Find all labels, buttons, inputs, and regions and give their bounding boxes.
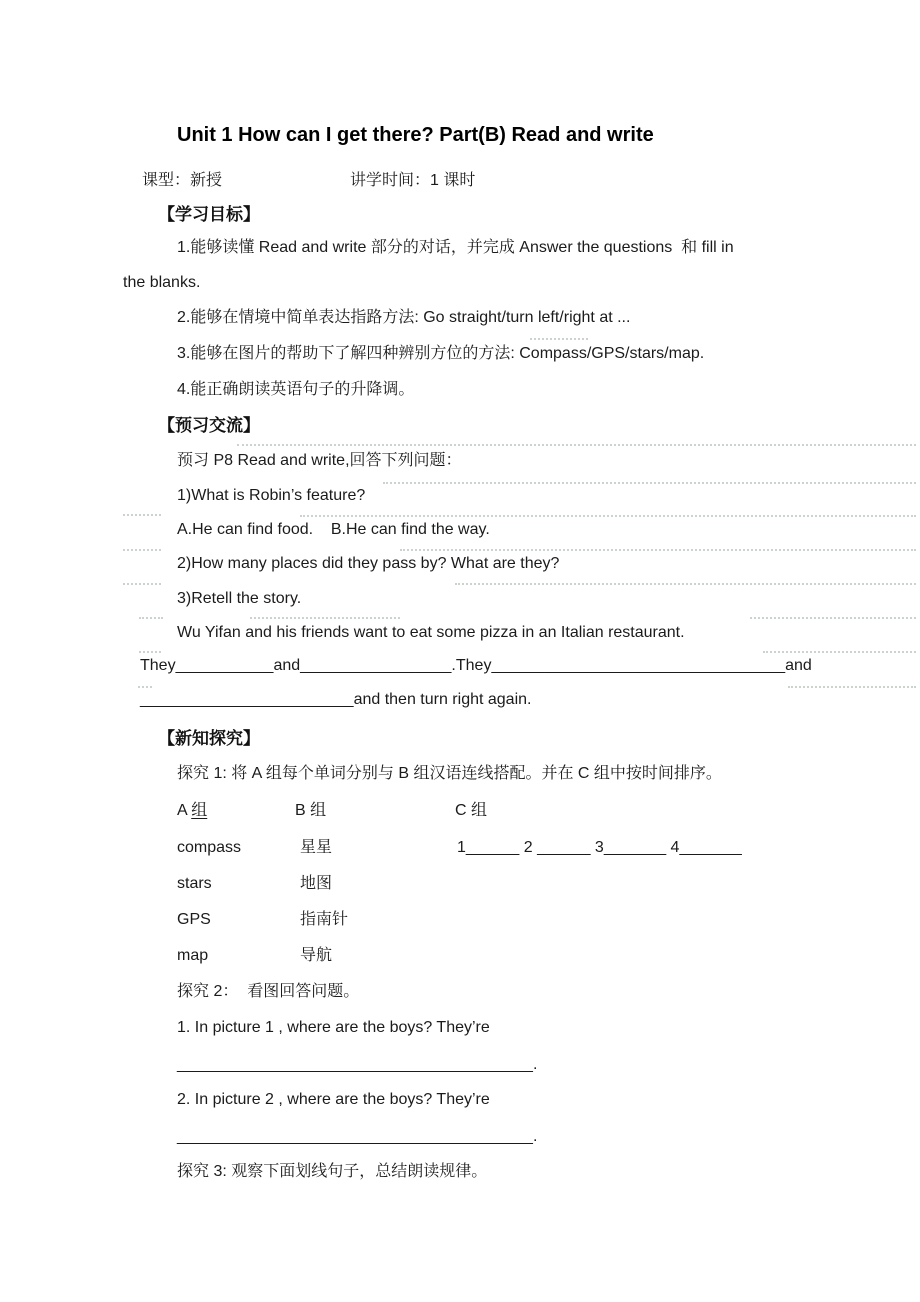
match-word-map: map	[177, 947, 209, 964]
match-word-gps: GPS	[177, 911, 211, 928]
dotted-grid-line	[250, 617, 400, 619]
dotted-grid-line	[788, 686, 916, 688]
match-word-compass: compass	[177, 839, 242, 856]
sequence-blanks-line: 1______ 2 ______ 3_______ 4_______	[457, 839, 742, 856]
explore-task-1: 探究 1: 将 A 组每个单词分别与 B 组汉语连线搭配。并在 C 组中按时间排序。	[177, 765, 722, 782]
document-title: Unit 1 How can I get there? Part(B) Read and write	[177, 124, 654, 146]
dotted-grid-line	[300, 515, 916, 517]
objective-line-3: 2.能够在情境中简单表达指路方法: Go straight/turn left/right at ...	[177, 309, 631, 326]
explore-task-3: 探究 3: 观察下面划线句子，总结朗读规律。	[177, 1163, 488, 1180]
story-line-2: They___________and_________________.They_________________________________and	[140, 657, 812, 674]
answer-blank-1: ________________________________________.	[177, 1056, 538, 1073]
match-meaning-4: 导航	[300, 947, 333, 964]
picture-question-2: 2. In picture 2 , where are the boys? They’re	[177, 1091, 490, 1108]
match-meaning-1: 星星	[300, 839, 333, 856]
dotted-grid-line	[138, 686, 152, 688]
match-col-a-header	[177, 800, 207, 822]
story-line-1: Wu Yifan and his friends want to eat some pizza in an Italian restaurant.	[177, 624, 685, 641]
answer-blank-2: ________________________________________.	[177, 1128, 538, 1145]
preview-question-1-options: A.He can find food. B.He can find the way.	[177, 521, 490, 538]
objective-line-1: 1.能够读懂 Read and write 部分的对话，并完成 Answer the questions 和 fill in	[177, 239, 734, 256]
dotted-grid-line	[139, 651, 161, 653]
match-meaning-2: 地图	[300, 875, 333, 892]
match-word-stars: stars	[177, 875, 212, 892]
preview-question-1: 1)What is Robin’s feature?	[177, 487, 366, 504]
objective-line-5: 4.能正确朗读英语句子的升降调。	[177, 381, 415, 398]
dotted-grid-line	[123, 514, 161, 516]
story-line-3: ________________________and then turn right again.	[140, 691, 532, 708]
dotted-grid-line	[750, 617, 916, 619]
meta-course-type: 课型：新授	[142, 172, 223, 189]
preview-intro: 预习 P8 Read and write,回答下列问题：	[177, 452, 462, 469]
dotted-grid-line	[400, 549, 916, 551]
match-col-c-header: C 组	[455, 802, 488, 819]
match-col-a-underlined: 组	[191, 802, 208, 819]
dotted-grid-line	[237, 444, 916, 446]
objective-line-2: the blanks.	[123, 274, 201, 291]
dotted-grid-line	[383, 482, 916, 484]
section-heading-explore: 【新知探究】	[158, 729, 260, 748]
preview-question-2: 2)How many places did they pass by? What are they?	[177, 555, 560, 572]
match-col-b-header: B 组	[295, 802, 327, 819]
section-heading-objectives: 【学习目标】	[158, 205, 260, 224]
meta-class-time: 讲学时间：1 课时	[350, 172, 476, 189]
dotted-grid-line	[123, 549, 161, 551]
dotted-grid-line	[455, 583, 916, 585]
dotted-grid-line	[763, 651, 916, 653]
dotted-grid-line	[123, 583, 161, 585]
dotted-grid-line	[530, 338, 588, 340]
match-col-a-prefix: A	[177, 802, 192, 819]
explore-task-2: 探究 2： 看图回答问题。	[177, 983, 360, 1000]
preview-question-3: 3)Retell the story.	[177, 590, 302, 607]
picture-question-1: 1. In picture 1 , where are the boys? They’re	[177, 1019, 490, 1036]
dotted-grid-line	[139, 617, 163, 619]
section-heading-preview: 【预习交流】	[158, 416, 260, 435]
objective-line-4: 3.能够在图片的帮助下了解四种辨别方位的方法: Compass/GPS/stars/map.	[177, 345, 705, 362]
match-meaning-3: 指南针	[300, 911, 349, 928]
